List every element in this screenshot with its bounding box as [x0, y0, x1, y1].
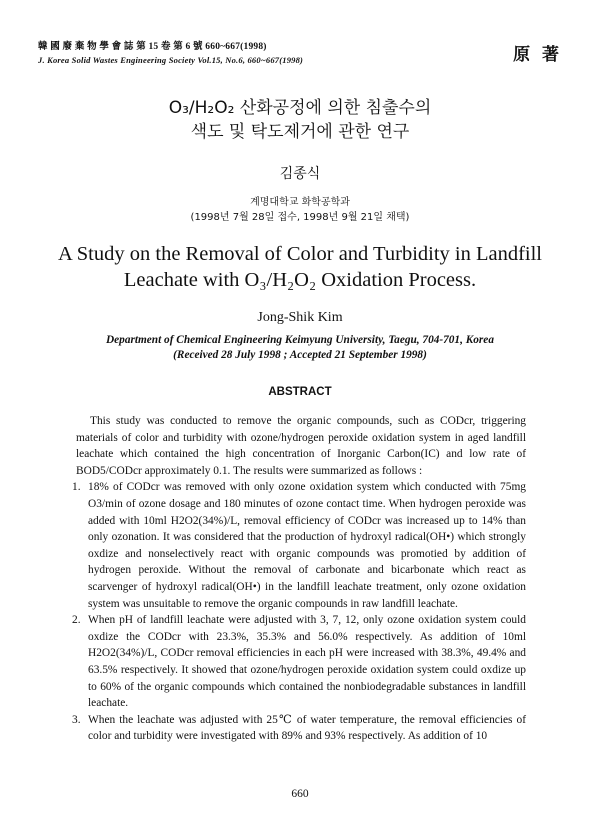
korean-author: 김종식 [279, 166, 321, 182]
item-text: When pH of landfill leachate were adjusted with 3, 7, 12, only ozone oxidation system could oxdize the CODcr with 23.3%, 35.3% and 56.0% respectively. As addition of 10ml H2O2(34%)/L, CODcr removal efficiencies in each pH were increased with 38.3%, 49.4% and 63.5% respectively. It showed that ozone/hydrogen peroxide oxidation system could oxdize up to 60% of the organic compounds which contained the nonbiodegradable substances in landfill leachate. [88, 614, 526, 710]
page-number: 660 [291, 788, 309, 800]
english-title-line1: A Study on the Removal of Color and Turbidity in Landfill [57, 243, 543, 265]
english-author: Jong-Shik Kim [257, 310, 343, 325]
results-list [72, 479, 526, 745]
article-type-tag: 原 著 [513, 45, 562, 65]
korean-title-line2: 색도 및 탁도제거에 관한 연구 [190, 122, 410, 142]
korean-title-line1: O₃/H₂O₂ 산화공정에 의한 침출수의 [168, 98, 432, 118]
journal-header [38, 41, 303, 67]
english-dates: (Received 28 July 1998 ; Accepted 21 September 1998) [173, 349, 427, 361]
english-title-line2: Leachate with O₃/H₂O₂ Oxidation Process. [123, 269, 477, 291]
abstract-body [72, 413, 526, 745]
item-text: 18% of CODcr was removed with only ozone oxidation system which conducted with 75mg O3/min of ozone dosage and 180 minutes of ozone contact time. When hydrogen peroxide was added with 10ml H2O2(34%)/L, removal efficiency of CODcr was increased up to 14% than only ozonation. It was considered that the production of hydroxyl radical(OH•) which strongly oxdize and nonselectively react with organic compounds was promotied by addition of hydrogen peroxide. Without the removal of carbonate and bicarbonate which react as scarvenger of hydroxyl radical(OH•) in the landfill leachate treatment, only ozone oxidation system was unsuitable to remove the organic compounds in raw landfill leachate. [88, 481, 526, 610]
item-number: 3. [72, 713, 81, 726]
abstract-heading: ABSTRACT [268, 386, 332, 398]
item-number: 2. [72, 614, 81, 627]
english-affiliation: Department of Chemical Engineering Keimyung University, Taegu, 704-701, Korea [106, 334, 494, 346]
korean-affiliation: 계명대학교 화학공학과 [250, 197, 350, 208]
list-item [72, 712, 526, 745]
korean-dates: (1998년 7월 28일 접수, 1998년 9월 21일 채택) [190, 212, 410, 223]
journal-en: J. Korea Solid Wastes Engineering Society Vol.15, No.6, 660~667(1998) [38, 55, 304, 65]
journal-ko: 韓 國 廢 棄 物 學 會 誌 第 15 卷 第 6 號 660~667(1998) [38, 42, 267, 52]
list-item [72, 612, 526, 712]
item-text: When the leachate was adjusted with 25℃ of water temperature, the removal efficiencies of color and turbidity were investigated with 89% and 93% respectively. As addition of 10 [88, 713, 526, 743]
item-number: 1. [72, 481, 81, 494]
abstract-intro: This study was conducted to remove the organic compounds, such as CODcr, triggering materials of color and turbidity with ozone/hydrogen peroxide oxidation system in aged landfill leachate which contained the high concentration of Inorganic Carbon(IC) and low rate of BOD5/CODcr approximately 0.1. The results were summarized as follows : [76, 415, 526, 477]
list-item [72, 479, 526, 612]
